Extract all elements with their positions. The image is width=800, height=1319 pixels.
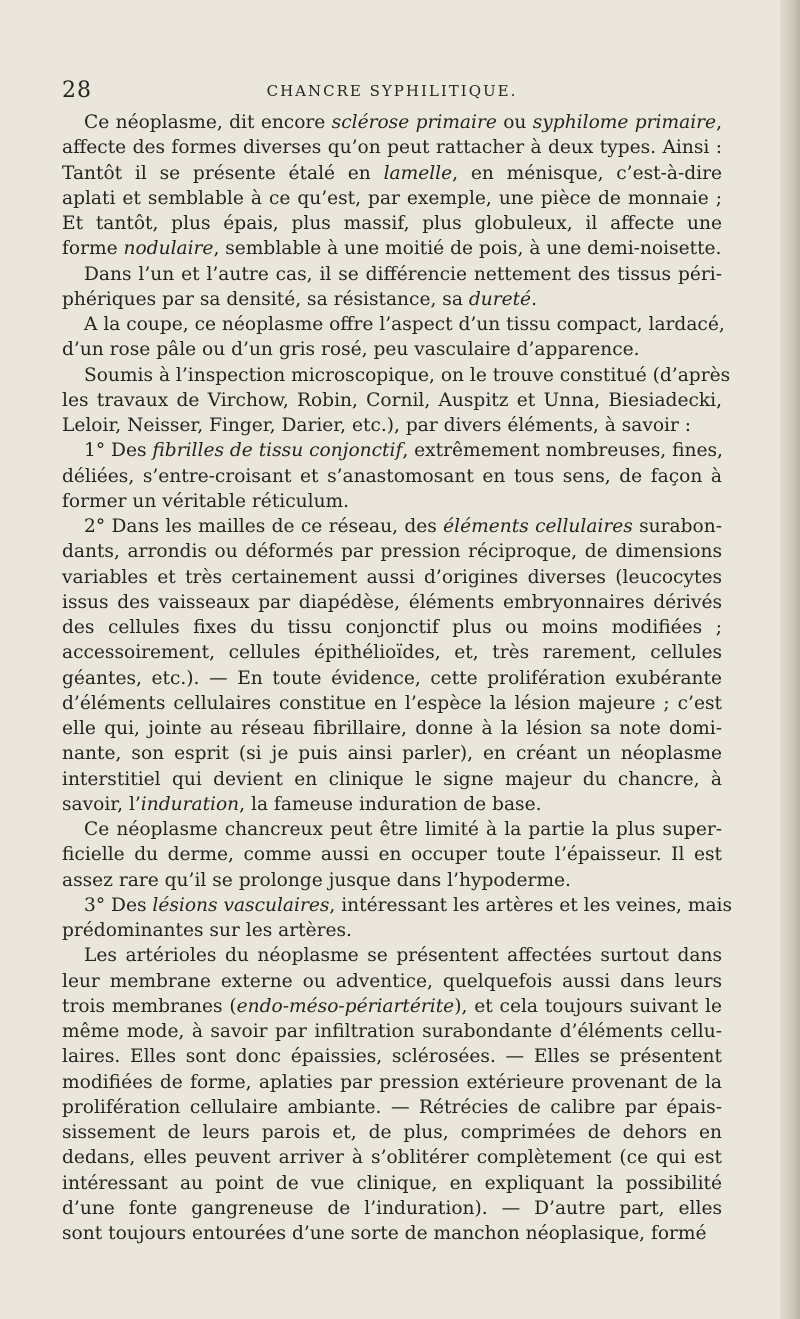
text-line	[62, 1145, 722, 1170]
text-line	[62, 741, 722, 766]
text-segment: Dans l’un et l’autre cas, il se différencie nettement des tissus péri-	[84, 263, 722, 285]
italic-term: lésions vasculaires	[152, 894, 330, 916]
text-segment: , la fameuse induration de base.	[239, 793, 542, 815]
text-line	[62, 337, 722, 362]
italic-term: induration	[140, 793, 240, 815]
text-segment: issus des vaisseaux par diapédèse, éléments embryonnaires dérivés	[62, 591, 722, 613]
text-segment: sissement de leurs parois et, de plus, comprimées de dehors en	[62, 1122, 722, 1143]
text-segment: même mode, à savoir par infiltration surabondante d’éléments cellu-	[62, 1021, 722, 1042]
text-segment: d’éléments cellulaires constitue en l’espèce la lésion majeure ; c’est	[62, 692, 722, 714]
text-segment: ), et cela toujours suivant le	[454, 995, 722, 1017]
text-segment: intéressant au point de vue clinique, en expliquant la possibilité	[62, 1172, 722, 1194]
text-segment: des cellules fixes du tissu conjonctif plus ou moins modifiées ;	[62, 617, 722, 638]
text-line	[62, 363, 731, 388]
text-line	[62, 110, 722, 135]
text-segment: Et tantôt, plus épais, plus massif, plus globuleux, il affecte une	[62, 213, 722, 234]
text-segment: déliées, s’entre-croisant et s’anastomosant en tous sens, de façon à	[62, 465, 722, 487]
italic-term: sclérose primaire	[331, 112, 497, 133]
text-line	[62, 868, 722, 893]
text-line	[62, 388, 722, 413]
italic-term: éléments cellulaires	[443, 516, 633, 537]
text-line	[62, 211, 722, 236]
text-segment: Les artérioles du néoplasme se présentent affectées surtout dans	[84, 945, 722, 967]
text-line	[62, 161, 722, 186]
text-line	[62, 918, 722, 943]
text-line	[62, 539, 722, 564]
italic-term: dureté	[468, 288, 532, 310]
text-line	[62, 1221, 722, 1246]
text-line	[62, 615, 722, 640]
text-segment: laires. Elles sont donc épaissies, sclérosées. — Elles se présentent	[62, 1046, 722, 1068]
text-line	[62, 565, 722, 590]
text-line	[62, 287, 722, 312]
text-line	[62, 1196, 722, 1221]
text-line	[62, 1171, 722, 1196]
text-line	[62, 817, 722, 842]
text-segment: les travaux de Virchow, Robin, Cornil, Auspitz et Unna, Biesiadecki,	[62, 389, 722, 411]
text-segment: 3° Des	[84, 894, 153, 916]
text-line	[62, 691, 722, 716]
text-line	[62, 994, 722, 1019]
text-line	[62, 413, 722, 438]
text-segment: Ce néoplasme, dit encore	[84, 112, 332, 133]
text-line	[62, 716, 722, 741]
text-line	[62, 767, 722, 792]
italic-term: fibrilles de tissu conjonctif	[152, 440, 403, 462]
text-segment: , en ménisque, c’est-à-dire	[452, 162, 722, 184]
text-segment: affecte des formes diverses qu’on peut rattacher à deux types. Ainsi :	[62, 137, 722, 159]
text-line	[62, 312, 725, 337]
italic-term: lamelle	[383, 162, 453, 184]
text-segment: variables et très certainement aussi d’origines diverses (leucocytes	[62, 566, 722, 588]
body-text	[62, 110, 733, 1246]
italic-term: syphilome primaire	[532, 112, 717, 133]
text-segment: ficielle du derme, comme aussi en occuper toute l’épaisseur. Il est	[62, 844, 722, 866]
text-segment: savoir, l’	[62, 793, 141, 815]
text-segment: , intéressant les artères et les veines, mais	[329, 894, 733, 916]
text-line	[62, 1070, 722, 1095]
text-segment: , extrêmement nombreuses, fines,	[402, 440, 723, 462]
text-line	[62, 943, 722, 968]
text-segment: leur membrane externe ou adventice, quelquefois aussi dans leurs	[62, 970, 722, 992]
text-line	[62, 666, 722, 691]
text-segment: assez rare qu’il se prolonge jusque dans l’hypoderme.	[62, 869, 571, 891]
text-segment: forme	[62, 238, 124, 260]
text-line	[62, 438, 722, 463]
text-line	[62, 1120, 722, 1145]
text-segment: A la coupe, ce néoplasme offre l’aspect d’un tissu compact, lardacé,	[84, 314, 725, 335]
italic-term: nodulaire	[123, 238, 214, 260]
text-line	[62, 792, 722, 817]
page-number: 28	[62, 78, 92, 103]
text-line	[62, 640, 722, 665]
text-segment: nante, son esprit (si je puis ainsi parler), en créant un néoplasme	[62, 743, 722, 765]
text-line	[62, 1095, 722, 1120]
text-segment: 2° Dans les mailles de ce réseau, des	[84, 516, 444, 537]
text-line	[62, 590, 722, 615]
text-segment: d’une fonte gangreneuse de l’induration). — D’autre part, elles	[62, 1197, 722, 1219]
text-segment: elle qui, jointe au réseau fibrillaire, donne à la lésion sa note domi-	[62, 718, 722, 739]
text-segment: Ce néoplasme chancreux peut être limité à la partie la plus super-	[84, 819, 722, 840]
text-segment: accessoirement, cellules épithélioïdes, et, très rarement, cellules	[62, 642, 722, 664]
text-segment: modifiées de forme, aplaties par pression extérieure provenant de la	[62, 1071, 722, 1093]
text-segment: aplati et semblable à ce qu’est, par exemple, une pièce de monnaie ;	[62, 187, 722, 209]
text-line	[62, 1044, 722, 1069]
running-head: CHANCRE SYPHILITIQUE.	[266, 82, 518, 100]
text-segment: ,	[716, 112, 722, 133]
text-line	[62, 262, 722, 287]
text-segment: , semblable à une moitié de pois, à une demi-noisette.	[213, 238, 722, 260]
text-segment: interstitiel qui devient en clinique le signe majeur du chancre, à	[62, 768, 722, 790]
text-segment: prolifération cellulaire ambiante. — Rétrécies de calibre par épais-	[62, 1096, 722, 1118]
text-segment: Leloir, Neisser, Finger, Darier, etc.), par divers éléments, à savoir :	[62, 415, 692, 436]
text-segment: ou	[496, 112, 533, 133]
text-segment: Tantôt il se présente étalé en	[62, 162, 384, 184]
text-segment: former un véritable réticulum.	[62, 490, 350, 512]
text-segment: d’un rose pâle ou d’un gris rosé, peu vasculaire d’apparence.	[62, 339, 640, 361]
text-line	[62, 969, 722, 994]
text-segment: 1° Des	[84, 440, 153, 462]
text-segment: dedans, elles peuvent arriver à s’oblitérer complètement (ce qui est	[62, 1147, 722, 1169]
text-segment: prédominantes sur les artères.	[62, 920, 352, 941]
text-segment: sont toujours entourées d’une sorte de manchon néoplasique, formé	[62, 1223, 707, 1244]
text-line	[62, 464, 722, 489]
text-line	[62, 489, 722, 514]
page-header	[62, 78, 722, 108]
text-segment: phériques par sa densité, sa résistance, sa	[62, 288, 469, 310]
text-line	[62, 893, 733, 918]
text-line	[62, 135, 722, 160]
text-line	[62, 1019, 722, 1044]
page-edge-shadow	[780, 0, 800, 1319]
text-line	[62, 842, 722, 867]
text-segment: trois membranes (	[62, 995, 237, 1017]
italic-term: endo-méso-périartérite	[236, 995, 455, 1017]
text-line	[62, 514, 722, 539]
text-line	[62, 236, 722, 261]
text-segment: Soumis à l’inspection microscopique, on le trouve constitué (d’après	[84, 364, 731, 386]
text-segment: .	[531, 288, 537, 310]
text-segment: géantes, etc.). — En toute évidence, cette prolifération exubérante	[62, 667, 722, 689]
text-segment: dants, arrondis ou déformés par pression réciproque, de dimensions	[62, 541, 722, 563]
text-segment: surabon-	[632, 516, 722, 537]
text-line	[62, 186, 722, 211]
